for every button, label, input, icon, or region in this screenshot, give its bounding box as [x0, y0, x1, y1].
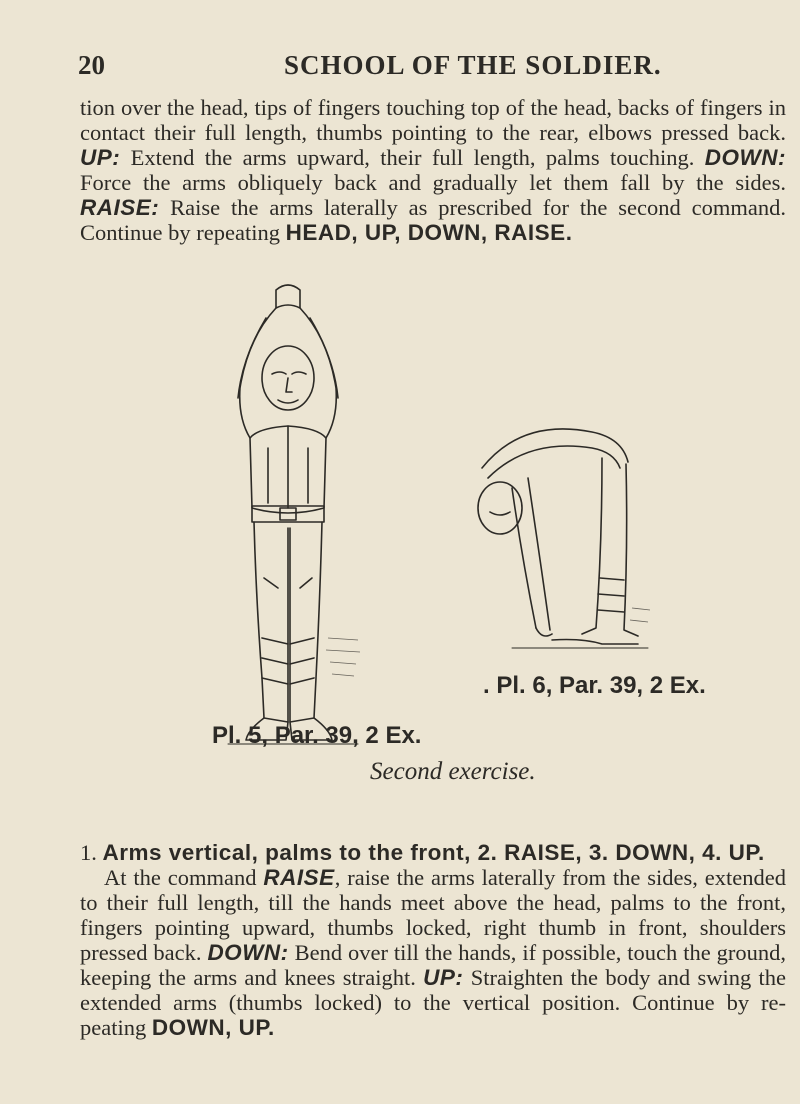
para2-text-c: Bend over till the hands, if possible, touch the ground, keeping the arms and knees straight. — [80, 940, 787, 990]
running-title: SCHOOL OF THE SOLDIER. — [284, 50, 662, 80]
command-raise-2: RAISE — [263, 865, 335, 890]
figure-standing-arms-overhead — [188, 278, 388, 748]
para2-text-a: At the command — [104, 865, 264, 890]
figure-caption-right: . Pl. 6, Par. 39, 2 Ex. — [483, 672, 706, 699]
page-number: 20 — [78, 50, 105, 80]
command-up: UP: — [80, 145, 121, 170]
para1-text-a: tion over the head, tips of fingers touching top of the head, backs of fingers in contact their full length, thumbs pointing to the rear, elbows pressed back. — [80, 95, 786, 145]
exercise-commands: Arms vertical, palms to the front, 2. RAISE, 3. DOWN, 4. UP. — [102, 840, 765, 865]
paragraph-second-exercise — [80, 840, 786, 1040]
section-title: Second exercise. — [370, 758, 536, 785]
para1-text-d: Raise the arms laterally as prescribed for the second command. Continue by repeating — [80, 195, 786, 245]
figure-caption-left: Pl. 5, Par. 39, 2 Ex. — [212, 722, 422, 749]
para1-text-c: Force the arms obliquely back and gradually let them fall by the sides. — [80, 170, 786, 195]
paragraph-continued — [80, 95, 786, 245]
command-raise: RAISE: — [80, 195, 160, 220]
para2-number: 1. — [80, 840, 103, 865]
command-up-2: UP: — [423, 965, 464, 990]
command-sequence-2: DOWN, UP. — [151, 1015, 275, 1040]
para2-text-d: Straighten the body and swing the extended arms (thumbs locked) to the vertical position. Continue by re- peating — [80, 965, 787, 1040]
page-header — [78, 50, 776, 86]
para2-text-b: , raise the arms laterally from the sides, extended to their full length, till the hands meet above the head, palms to the front, fingers pointing upward, thumbs locked, right thumb in front, shoulders pressed back. — [80, 865, 786, 965]
figure-bent-over-touching-ground — [452, 408, 652, 668]
para1-text-b: Extend the arms upward, their full length, palms touching. — [120, 145, 705, 170]
command-down: DOWN: — [704, 145, 786, 170]
command-sequence: HEAD, UP, DOWN, RAISE. — [285, 220, 573, 245]
command-down-2: DOWN: — [207, 940, 289, 965]
